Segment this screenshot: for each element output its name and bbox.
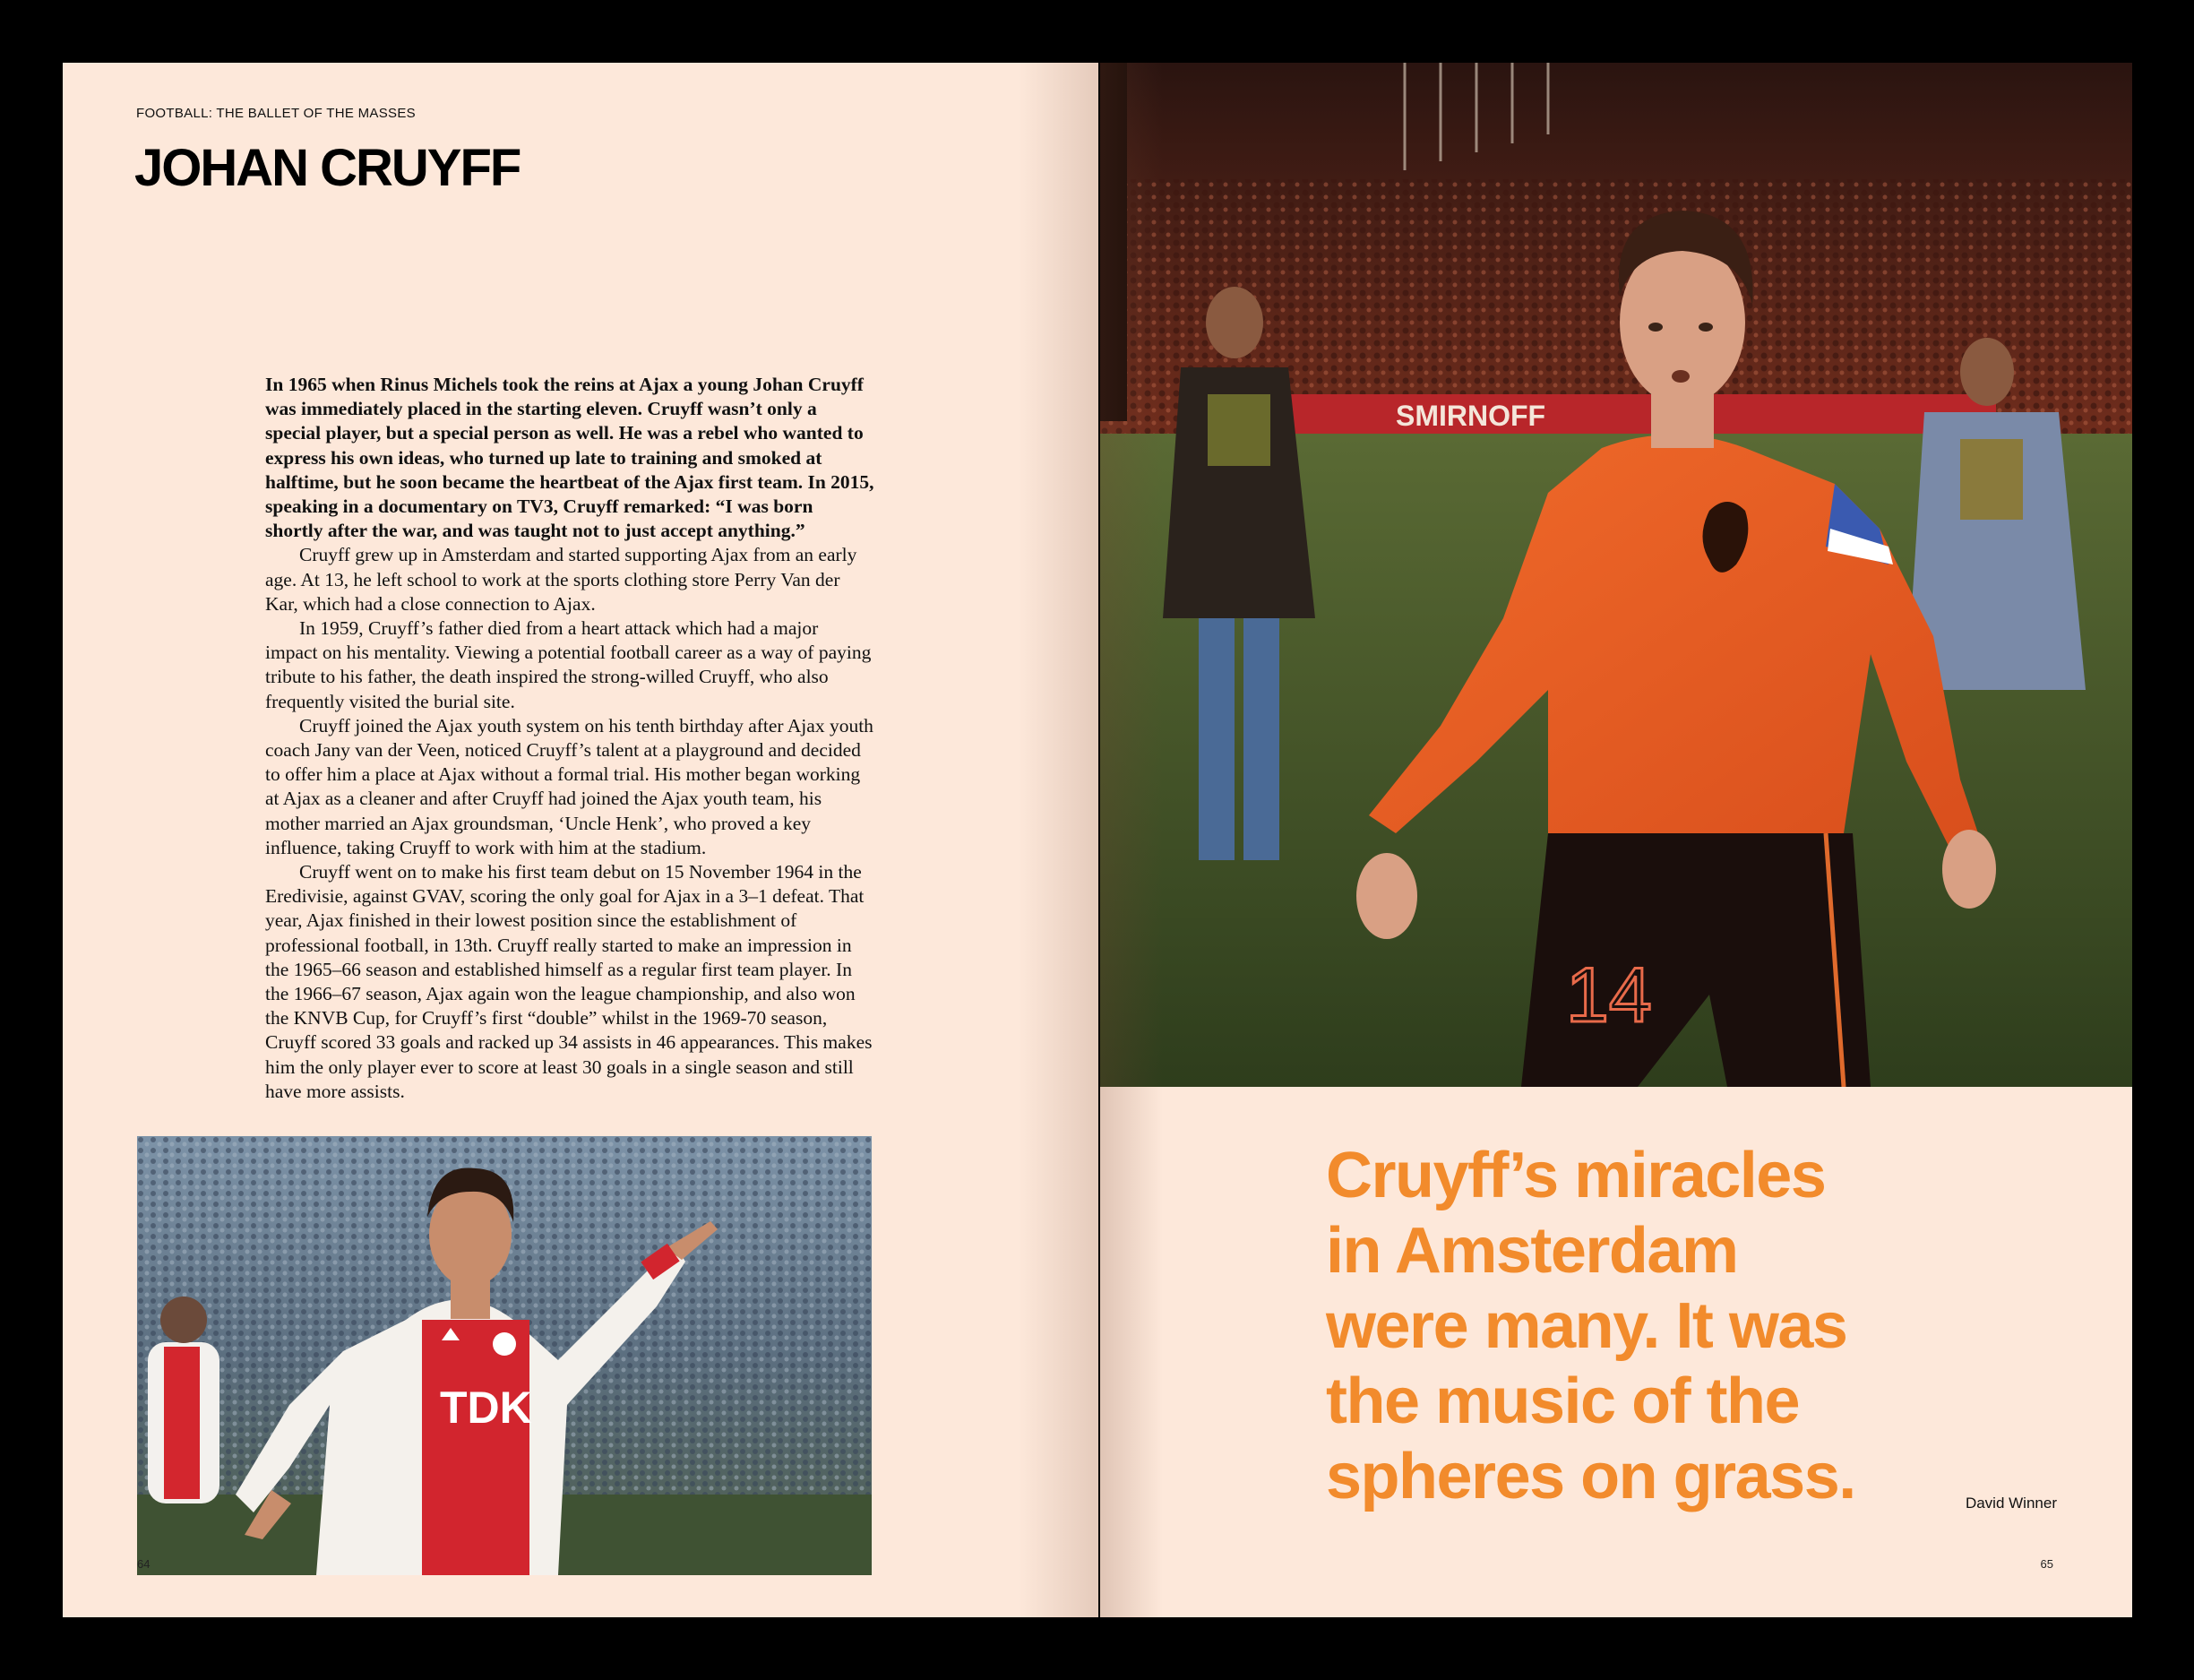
section-kicker: FOOTBALL: THE BALLET OF THE MASSES — [136, 106, 416, 121]
quote-line: were many. It was — [1326, 1290, 1847, 1362]
shirt-number: 14 — [1566, 952, 1652, 1038]
pull-quote — [1326, 1138, 1908, 1514]
quote-line: spheres on grass. — [1326, 1441, 1855, 1512]
body-paragraph: Cruyff went on to make his first team debut on 15 November 1964 in the Eredivisie, against GVAV, scoring the only goal for Ajax in a 3–1 defeat. That year, Ajax finished in their lowest position since the establishment of professional football, in 13th. Cruyff really started to make an impression in the 1965–66 season and established himself as a regular first team player. In the 1966–67 season, Ajax again won the league championship, and also won the KNVB Cup, for Cruyff’s first “double” whilst in the 1969-70 season, Cruyff scored 33 goals and racked up 34 assists in 46 appearances. This makes him the only player ever to score at least 30 goals in a single season and still have more assists. — [265, 861, 873, 1102]
body-paragraph: Cruyff joined the Ajax youth system on his tenth birthday after Ajax youth coach Jany van der Veen, noticed Cruyff’s talent at a playground and decided to offer him a place at Ajax without a formal trial. His mother began working at Ajax as a cleaner and after Cruyff had joined the Ajax youth team, his mother married an Ajax groundsman, ‘Uncle Henk’, who proved a key influence, taking Cruyff to work with him at the stadium. — [265, 714, 873, 858]
left-page — [63, 63, 1098, 1617]
article-body — [265, 373, 874, 1104]
gutter-shadow — [1018, 63, 1098, 1617]
right-page — [1100, 63, 2132, 1617]
quote-line: in Amsterdam — [1326, 1215, 1738, 1287]
tdk-logo: TDK — [440, 1383, 532, 1433]
page-number-right: 65 — [2040, 1557, 2053, 1571]
quote-line: the music of the — [1326, 1366, 1800, 1437]
article-title: JOHAN CRUYFF — [134, 139, 521, 197]
quote-attribution: David Winner — [1965, 1495, 2057, 1512]
body-paragraph: Cruyff grew up in Amsterdam and started supporting Ajax from an early age. At 13, he left school to work at the sports clothing store Perry Van der Kar, which had a close connection to Ajax. — [265, 544, 857, 615]
gutter-shadow — [1100, 63, 1163, 1617]
ajax-player-photo — [137, 1136, 872, 1575]
body-paragraph: In 1959, Cruyff’s father died from a heart attack which had a major impact on his mentality. Viewing a potential football career as a way of paying tribute to his father, the death inspired the strong-willed Cruyff, who also frequently visited the burial site. — [265, 617, 872, 712]
quote-line: Cruyff’s miracles — [1326, 1140, 1826, 1211]
smirnoff-signage: SMIRNOFF — [1396, 400, 1546, 432]
lead-paragraph: In 1965 when Rinus Michels took the reins at Ajax a young Johan Cruyff was immediately placed in the starting eleven. Cruyff wasn’t only a special player, but a special person as well. He was a rebel who wanted to express his own ideas, who turned up late to training and smoked at halftime, but he soon became the heartbeat of the Ajax first team. In 2015, speaking in a documentary on TV3, Cruyff remarked: “I was born shortly after the war, and was taught not to just accept anything.” — [265, 374, 874, 542]
netherlands-player-photo — [1100, 63, 2132, 1087]
page-number-left: 64 — [137, 1557, 151, 1571]
